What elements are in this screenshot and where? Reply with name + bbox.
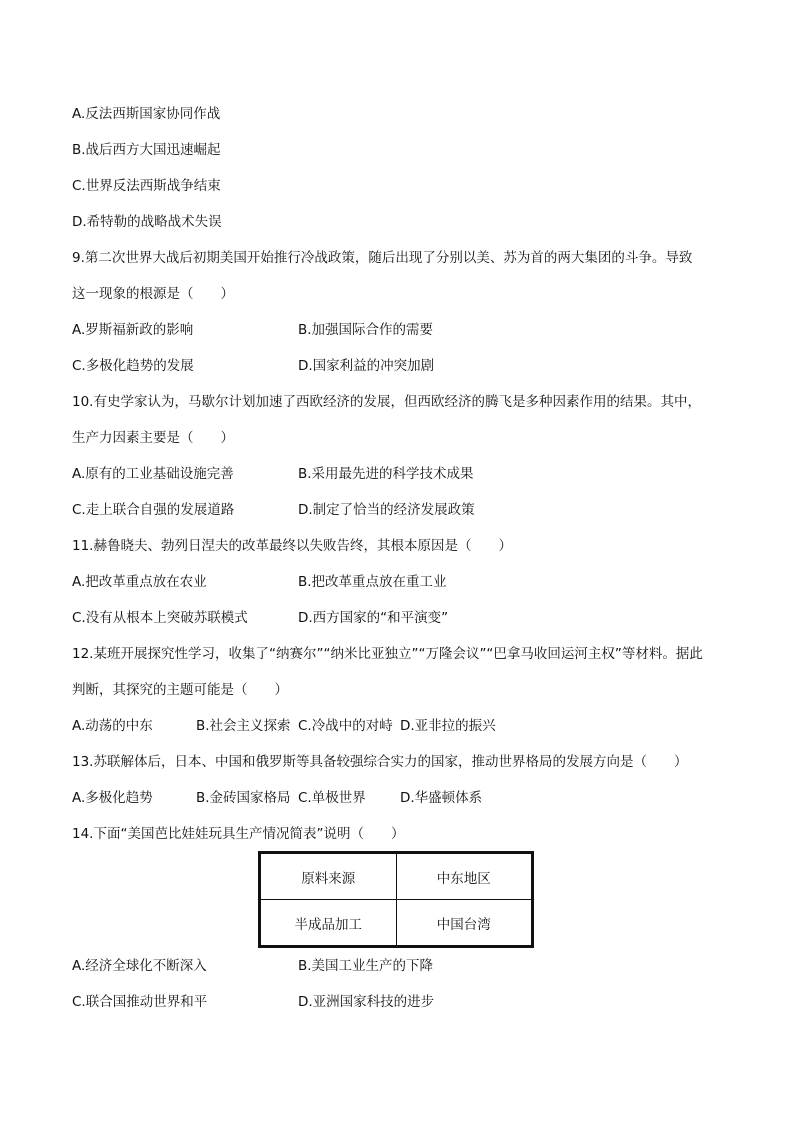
q9-option-b: B.加强国际合作的需要 xyxy=(298,322,434,338)
q9-stem-line2: 这一现象的根源是（ ） xyxy=(72,286,234,302)
q13-option-b: B.金砖国家格局 xyxy=(196,790,291,806)
q12-option-c: C.冷战中的对峙 xyxy=(298,718,393,734)
q11-option-a: A.把改革重点放在农业 xyxy=(72,574,207,590)
barbie-production-table xyxy=(258,851,534,948)
q8-option-d: D.希特勒的战略战术失误 xyxy=(72,214,222,230)
q8-option-a: A.反法西斯国家协同作战 xyxy=(72,106,221,122)
q13-option-d: D.华盛顿体系 xyxy=(400,790,483,806)
q10-option-b: B.采用最先进的科学技术成果 xyxy=(298,466,474,482)
q10-option-a: A.原有的工业基础设施完善 xyxy=(72,466,234,482)
q11-stem: 11.赫鲁晓夫、勃列日涅夫的改革最终以失败告终，其根本原因是（ ） xyxy=(72,538,512,554)
q12-option-d: D.亚非拉的振兴 xyxy=(400,718,496,734)
q12-stem-line1: 12.某班开展探究性学习，收集了“纳赛尔”“纳米比亚独立”“万隆会议”“巴拿马收回运河主权”等材料。据此 xyxy=(72,646,703,662)
q13-stem: 13.苏联解体后，日本、中国和俄罗斯等具备较强综合实力的国家，推动世界格局的发展方向是（ ） xyxy=(72,754,688,770)
table-cell: 半成品加工 xyxy=(260,900,397,947)
q10-stem-line2: 生产力因素主要是（ ） xyxy=(72,430,234,446)
q11-option-b: B.把改革重点放在重工业 xyxy=(298,574,447,590)
q14-option-b: B.美国工业生产的下降 xyxy=(298,958,434,974)
q10-option-c: C.走上联合自强的发展道路 xyxy=(72,502,235,518)
q10-option-d: D.制定了恰当的经济发展政策 xyxy=(298,502,475,518)
q10-stem-line1: 10.有史学家认为，马歇尔计划加速了西欧经济的发展，但西欧经济的腾飞是多种因素作用的结果。其中， xyxy=(72,394,701,410)
q11-option-d: D.西方国家的“和平演变” xyxy=(298,610,449,626)
q12-option-b: B.社会主义探索 xyxy=(196,718,291,734)
table-row xyxy=(260,853,533,900)
q8-option-c: C.世界反法西斯战争结束 xyxy=(72,178,221,194)
q12-stem-line2: 判断，其探究的主题可能是（ ） xyxy=(72,682,288,698)
q14-option-c: C.联合国推动世界和平 xyxy=(72,994,208,1010)
table-cell: 中国台湾 xyxy=(396,900,533,947)
q14-stem: 14.下面“美国芭比娃娃玩具生产情况简表”说明（ ） xyxy=(72,826,405,842)
q13-option-c: C.单极世界 xyxy=(298,790,366,806)
table-cell: 中东地区 xyxy=(396,853,533,900)
table-row xyxy=(260,900,533,947)
q14-option-d: D.亚洲国家科技的进步 xyxy=(298,994,435,1010)
q13-option-a: A.多极化趋势 xyxy=(72,790,153,806)
q8-option-b: B.战后西方大国迅速崛起 xyxy=(72,142,221,158)
q12-option-a: A.动荡的中东 xyxy=(72,718,153,734)
q14-option-a: A.经济全球化不断深入 xyxy=(72,958,207,974)
q9-option-d: D.国家利益的冲突加剧 xyxy=(298,358,435,374)
q11-option-c: C.没有从根本上突破苏联模式 xyxy=(72,610,248,626)
q9-stem-line1: 9.第二次世界大战后初期美国开始推行冷战政策，随后出现了分别以美、苏为首的两大集团的斗争。导致 xyxy=(72,250,693,266)
table-cell: 原料来源 xyxy=(260,853,397,900)
q9-option-a: A.罗斯福新政的影响 xyxy=(72,322,194,338)
q9-option-c: C.多极化趋势的发展 xyxy=(72,358,194,374)
